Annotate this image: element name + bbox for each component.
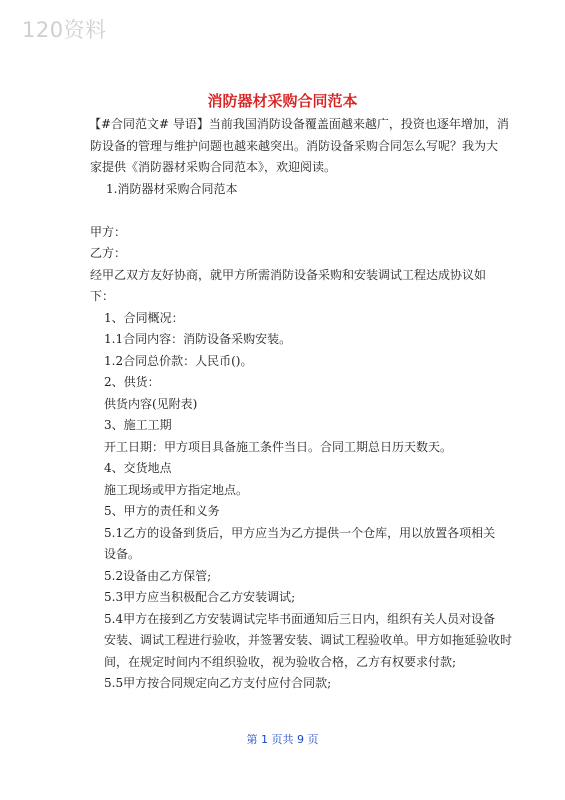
clause: 3、施工工期 <box>104 418 172 432</box>
party-b: 乙方： <box>90 246 127 260</box>
agreement-line: 下： <box>90 289 115 303</box>
intro-line: 【#合同范文# 导语】当前我国消防设备覆盖面越来越广，投资也逐年增加，消 <box>89 117 509 131</box>
agreement-line: 经甲乙双方友好协商，就甲方所需消防设备采购和安装调试工程达成协议如 <box>90 267 487 282</box>
clause: 1.2合同总价款：人民币()。 <box>104 353 253 368</box>
clause: 供货内容(见附表) <box>104 396 198 411</box>
clause: 开工日期：甲方项目具备施工条件当日。合同工期总日历天数天。 <box>104 439 453 454</box>
page-number: 第 1 页共 9 页 <box>246 733 319 746</box>
clause-5-4-cont: 安装、调试工程进行验收，并签署安装、调试工程验收单。甲方如拖延验收时 <box>104 633 513 647</box>
clause-5-4: 5.4甲方在接到乙方安装调试完毕书面通知后三日内，组织有关人员对设备 <box>104 611 496 626</box>
clause: 1、合同概况： <box>104 310 184 325</box>
party-a: 甲方： <box>90 224 127 239</box>
clause: 4、交货地点 <box>104 461 172 475</box>
watermark: 120资料 <box>22 18 107 42</box>
intro-line: 家提供《消防器材采购合同范本》，欢迎阅读。 <box>90 160 337 174</box>
clause: 2、供货： <box>104 375 160 389</box>
clause: 1.1合同内容：消防设备采购安装。 <box>104 332 292 346</box>
blank-line <box>90 200 490 222</box>
document-title: 消防器材采购合同范本 <box>207 92 358 110</box>
document-body <box>89 114 513 695</box>
clause: 施工现场或甲方指定地点。 <box>104 482 249 497</box>
clause-5-1: 5.1乙方的设备到货后，甲方应当为乙方提供一个仓库，用以放置各项相关 <box>104 525 496 540</box>
intro-line: 防设备的管理与维护问题也越来越突出。消防设备采购合同怎么写呢？我为大 <box>90 138 499 153</box>
section-heading: 1.消防器材采购合同范本 <box>106 181 238 196</box>
clause: 5、甲方的责任和义务 <box>104 504 220 518</box>
clause-5-5: 5.5甲方按合同规定向乙方支付应付合同款; <box>104 676 332 690</box>
clause-5-3: 5.3甲方应当积极配合乙方安装调试; <box>104 590 296 604</box>
clause-5-2: 5.2设备由乙方保管; <box>104 568 212 583</box>
clause-5-4-cont: 间，在规定时间内不组织验收，视为验收合格，乙方有权要求付款; <box>104 654 457 669</box>
clause-5-1-cont: 设备。 <box>104 547 141 561</box>
